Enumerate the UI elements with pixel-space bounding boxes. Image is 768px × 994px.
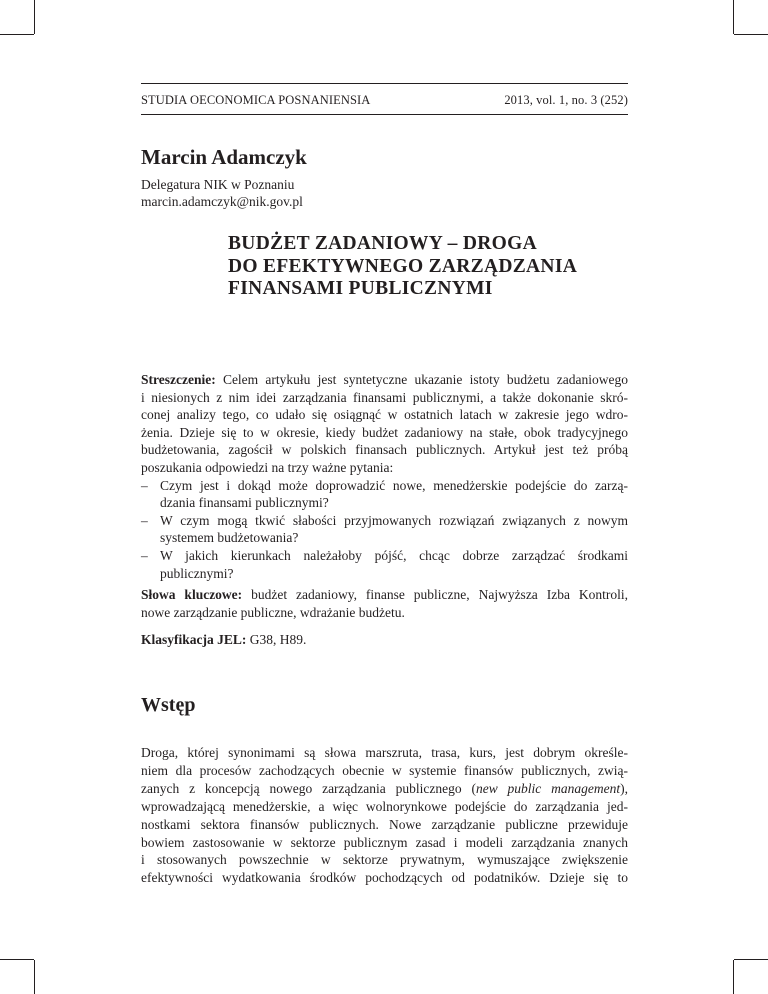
abstract-line: budżetowania, zagościł w polskich finansach publicznych. Artykuł jest też próbą: [141, 442, 628, 458]
body-line: bowiem zastosowanie w sektorze publicznym zasad i modeli zarządzania znanych: [141, 834, 628, 850]
question-line: W czym mogą tkwić słabości przyjmowanych rozwiązań związanych z nowym: [160, 512, 628, 528]
abstract-line: i niesionych z nim idei zarządzania finansami publicznymi, a także dokonanie skró-: [141, 389, 628, 405]
body-line: [141, 780, 628, 798]
title-line: FINANSAMI PUBLICZNYMI: [228, 278, 493, 299]
question-item: [141, 547, 628, 582]
author-email: marcin.adamczyk@nik.gov.pl: [141, 194, 303, 209]
crop-mark-top-right-h: [734, 34, 768, 35]
abstract-label: Streszczenie:: [141, 372, 216, 387]
crop-mark-top-right-v: [733, 0, 734, 34]
keywords-line: nowe zarządzanie publiczne, wdrażanie budżetu.: [141, 605, 405, 620]
list-dash: –: [141, 547, 148, 563]
crop-mark-bottom-left-h: [0, 959, 34, 960]
body-line: nostkami sektora finansów publicznych. Nowe zarządzanie publiczne przewiduje: [141, 816, 628, 832]
question-line: dzania finansami publicznymi?: [160, 495, 329, 511]
body-line: efektywności wydatkowania środków pochodzących od podatników. Dzieje się to: [141, 870, 628, 886]
abstract-line: poszukania odpowiedzi na trzy ważne pytania:: [141, 459, 394, 475]
title-line: BUDŻET ZADANIOWY – DROGA: [228, 233, 537, 254]
body-line: niem dla procesów zachodzących obecnie w systemie finansów publicznych, zwią-: [141, 762, 628, 778]
body-line: Droga, której synonimami są słowa marszruta, trasa, kurs, jest dobrym określe-: [141, 745, 628, 760]
crop-mark-bottom-left-v: [34, 960, 35, 994]
author-affiliation: Delegatura NIK w Poznaniu: [141, 177, 295, 192]
volume-info: 2013, vol. 1, no. 3 (252): [504, 93, 628, 107]
question-line: systemem budżetowania?: [160, 530, 299, 546]
body-text: ),: [620, 780, 629, 796]
question-item: [141, 477, 628, 512]
question-line: Czym jest i dokąd może doprowadzić nowe, menedżerskie podejście do zarzą-: [160, 477, 628, 493]
body-line: i stosowanych powszechnie w sektorze prywatnym, wymuszające zwiększenie: [141, 852, 628, 868]
crop-mark-top-left-v: [34, 0, 35, 34]
keywords-label: Słowa kluczowe:: [141, 587, 243, 602]
list-dash: –: [141, 512, 148, 528]
list-dash: –: [141, 477, 148, 493]
article-title: [228, 233, 628, 301]
crop-mark-bottom-right-v: [733, 960, 734, 994]
jel-label: Klasyfikacja JEL:: [141, 632, 247, 647]
running-head-rule-top: [141, 83, 628, 84]
running-head: [141, 93, 628, 108]
jel-classification: [141, 631, 306, 649]
question-line: publicznymi?: [160, 565, 234, 581]
author-name: Marcin Adamczyk: [141, 145, 307, 169]
body-italic-term: new public management: [475, 780, 621, 796]
body-line: wprowadzającą menedżerskie, a więc wolnorynkowe podejście do zarządzania jed-: [141, 798, 628, 814]
abstract-line: conej analizy tego, co udało się osiągnąć w ostatnich latach w zakresie jego wdro-: [141, 407, 628, 423]
question-line: W jakich kierunkach należałoby pójść, chcąc dobrze zarządzać środkami: [160, 547, 628, 563]
crop-mark-bottom-right-h: [734, 959, 768, 960]
keywords: [141, 586, 628, 622]
crop-mark-top-left-h: [0, 34, 34, 35]
keywords-line: [141, 586, 628, 604]
body-text: zanych z koncepcją nowego zarządzania publicznego (: [141, 780, 476, 796]
title-line: DO EFEKTYWNEGO ZARZĄDZANIA: [228, 255, 578, 277]
abstract-line: [141, 371, 628, 389]
running-head-rule-bottom: [141, 114, 628, 115]
abstract: [141, 371, 628, 582]
abstract-line: żenia. Dzieje się to w okresie, kiedy budżet zadaniowy na stałe, obok tradycyjnego: [141, 424, 628, 440]
question-item: [141, 512, 628, 547]
jel-codes: G38, H89.: [249, 632, 307, 647]
section-title: Wstęp: [141, 694, 196, 716]
journal-name: STUDIA OECONOMICA POSNANIENSIA: [141, 93, 371, 107]
abstract-text: Celem artykułu jest syntetyczne ukazanie istoty budżetu zadaniowego: [222, 372, 628, 387]
keywords-text: budżet zadaniowy, finanse publiczne, Najwyższa Izba Kontroli,: [251, 587, 628, 602]
body-paragraph: [141, 744, 628, 887]
author-details: [141, 176, 303, 210]
